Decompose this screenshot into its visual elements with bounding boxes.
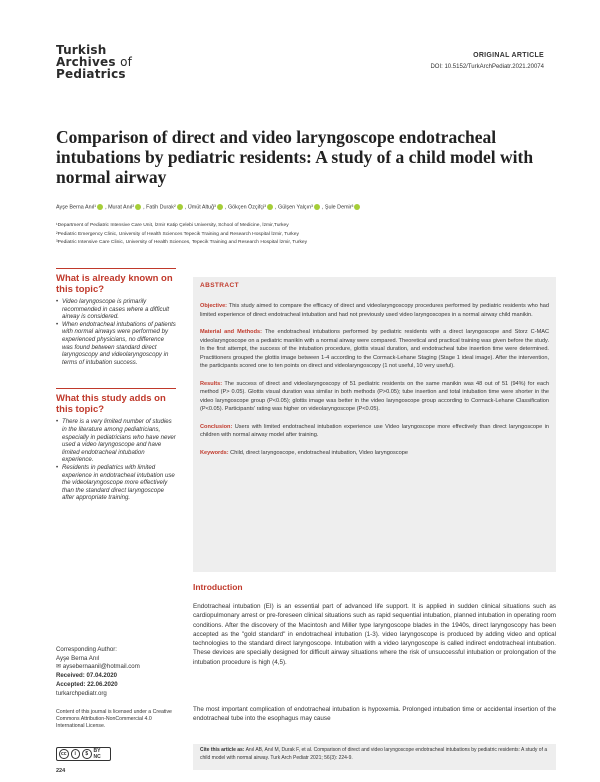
journal-logo-line3: Pediatrics bbox=[56, 67, 126, 81]
orcid-icon[interactable] bbox=[177, 204, 183, 210]
affiliation: ³Pediatric Intensive Care Clinic, University of Health Sciences, Tepecik Training and Research Hospital İzmir, Turkey bbox=[56, 240, 308, 246]
affiliations bbox=[56, 222, 556, 248]
author-name[interactable]: Gökçen Özçifçi³ bbox=[227, 204, 267, 211]
orcid-icon[interactable] bbox=[135, 204, 141, 210]
corresponding-name: Ayşe Berna Anıl bbox=[56, 654, 100, 662]
corresponding-email[interactable]: ✉ aysebernaanil@hotmail.com bbox=[56, 663, 140, 671]
affiliation: ¹Department of Pediatric Intensive Care Unit, İzmir Katip Çelebi University, School of Medicine, İzmir,Turkey bbox=[56, 223, 289, 228]
introduction-heading: Introduction bbox=[193, 582, 243, 592]
abstract-box bbox=[193, 277, 556, 572]
journal-site-link[interactable]: turkarchpediatr.org bbox=[56, 689, 107, 697]
author-name[interactable]: Fatih Durak² bbox=[146, 204, 176, 211]
intro-paragraph: Endotracheal intubation (EI) is an essential part of advanced life support. It is applied in sudden clinical situations such as cardiopulmonary arrest or pre-foreseen clinical situations such as rapid sequential intubation, planned intubation in operating room conditions. After the discovery of the Macintosh and Miller type laryngoscope blades in the 1940s, direct laryngoscopy has been accepted as the "gold standard" in endotracheal intubation (1-3). video laryngoscope is produced by adding video and optical technologies to the standard direct laryngoscope. Intubation with a video laryngoscope is called indirect endotracheal intubation. These devices are specially designed for difficult airway situations where the risk of unsuccessful intubation or prolongation of the intubation procedure is high (4,5). bbox=[193, 603, 556, 666]
methods-text: The endotracheal intubations performed by pediatric residents with a direct laryngoscope and Storz C-MAC videolaryngoscope on a pediatric manikin with a normal airway were compared. Theoretical and practical training was given before the study. In the first attempt, the success of the intubation procedure, glottis visual duration, and endotracheal tube insertion time were determined. Practitioners grouped the glottis image between 1-4 according to the Cormack-Lehane Staging (Stage 1 ideal image). After the intervention, the participants scored one to ten points on direct and videolaryngoscopy (1 not useful, 10 very useful). bbox=[200, 329, 550, 369]
article-type: ORIGINAL ARTICLE bbox=[473, 52, 544, 59]
journal-logo bbox=[56, 44, 132, 80]
abstract-conclusion bbox=[200, 423, 549, 440]
cc-license-badge[interactable] bbox=[56, 747, 111, 761]
abstract-objective bbox=[200, 302, 549, 319]
objective-label: Objective: bbox=[200, 303, 228, 309]
results-text: The success of direct and videolaryngoscopy of 51 pediatric residents on the same manikin was 48 out of 51 (94%) for each method (P> 0.05). Glottis visual duration was similar in both methods (P>0.05); tube insertion and total intubation time were shorter in the video laryngoscope group (P<0.05); glottis image was better in the video laryngoscope group according to Cormack-Lehane Classification (P<0.05). Participants' rating was higher on videolaryngoscope (P<0.05). bbox=[200, 380, 549, 412]
known-list bbox=[56, 298, 176, 366]
license-text: Content of this journal is licensed under a Creative Commons Attribution-NonCommercial 4.0 International License. bbox=[56, 709, 172, 729]
author-name[interactable]: Ayşe Berna Anıl¹ bbox=[56, 204, 97, 211]
journal-logo-of: of bbox=[120, 55, 133, 69]
intro-paragraph: The most important complication of endotracheal intubation is hypoxemia. Prolonged intubation time or accidental insertion of the endotracheal tube into the esophagus may cause bbox=[193, 706, 556, 723]
orcid-icon[interactable] bbox=[217, 204, 223, 210]
sidebar bbox=[56, 268, 176, 502]
adds-list bbox=[56, 418, 176, 502]
received-date: Received: 07.04.2020 bbox=[56, 672, 117, 680]
methods-label: Material and Methods: bbox=[200, 329, 262, 335]
journal-logo-line1: Turkish bbox=[56, 43, 107, 57]
known-box-title: What is already known on this topic? bbox=[56, 268, 176, 295]
author-list: Ayşe Berna Anıl¹ , Murat Anıl² , Fatih Durak² , Ümüt Altuğ³ , Gökçen Özçifçi³ , Gülşen Yalçın³ , Şule Demir³ bbox=[56, 204, 556, 210]
orcid-icon[interactable] bbox=[97, 204, 103, 210]
accepted-date: Accepted: 22.06.2020 bbox=[56, 680, 118, 688]
affiliation: ²Pediatric Emergency Clinic, University of Health Sciences Tepecik Training and Research Hospital İzmir, Turkey bbox=[56, 231, 299, 237]
author-name[interactable]: Murat Anıl² bbox=[108, 204, 135, 211]
conclusion-label: Conclusion: bbox=[200, 423, 233, 430]
cc-icon: cc bbox=[60, 751, 67, 757]
citation-box bbox=[193, 744, 556, 770]
author-name[interactable]: Şule Demir³ bbox=[324, 204, 354, 211]
keywords-label: Keywords: bbox=[200, 449, 229, 456]
abstract-keywords bbox=[200, 449, 549, 458]
corresponding-author bbox=[56, 646, 176, 698]
citation-text: Anıl AB, Anıl M, Durak F, et al. Comparison of direct and video laryngoscope endotracheal intubations by pediatric residents: A study of a child model with normal airway. Turk Arch Pediatr 2021; 56(3): 224-9. bbox=[200, 747, 548, 761]
author-name[interactable]: Gülşen Yalçın³ bbox=[278, 204, 313, 211]
results-label: Results: bbox=[200, 380, 223, 387]
orcid-icon[interactable] bbox=[354, 204, 360, 210]
list-item: • When endotracheal intubations of patients with normal airways were performed by experienced physicians, no difference was found between standard direct laryngoscopy and videolaryngoscopy in terms of intubation success. bbox=[56, 321, 176, 367]
corresponding-label: Corresponding Author: bbox=[56, 646, 117, 653]
author-name[interactable]: Ümüt Altuğ³ bbox=[187, 204, 216, 211]
abstract-heading: ABSTRACT bbox=[200, 282, 239, 289]
abstract-results bbox=[200, 380, 549, 414]
cc-badge-label: BY NC bbox=[93, 748, 101, 760]
citation-label: Cite this article as: bbox=[200, 747, 245, 753]
abstract-methods bbox=[200, 328, 549, 371]
orcid-icon[interactable] bbox=[314, 204, 320, 210]
by-icon: i bbox=[71, 749, 81, 759]
page-number: 224 bbox=[56, 768, 66, 774]
keywords-text: Child, direct laryngoscope, endotracheal intubation, Video laryngoscope bbox=[230, 449, 408, 456]
conclusion-text: Users with limited endotracheal intubation experience use Video laryngoscope more effectively than direct laryngoscope in children with normal airway model after training. bbox=[200, 423, 549, 438]
doi-link[interactable]: DOI: 10.5152/TurkArchPediatr.2021.20074 bbox=[430, 64, 544, 70]
list-item: • Residents in pediatrics with limited experience in endotracheal intubation use the videolaryngoscope more effectively than the standard direct laryngoscope after appropriate training. bbox=[56, 464, 176, 502]
list-item: • There is a very limited number of studies in the literature among pediatricians, especially in pediatricians who have never used a video laryngoscope and have limited endotracheal intubation experience. bbox=[56, 418, 176, 464]
adds-box-title: What this study adds on this topic? bbox=[56, 388, 176, 415]
nc-icon: $ bbox=[82, 749, 92, 759]
journal-logo-line2: Archives bbox=[56, 55, 116, 69]
article-title: Comparison of direct and video laryngoscope endotracheal intubations by pediatric residents: A study of a child model with normal airway bbox=[56, 127, 534, 187]
orcid-icon[interactable] bbox=[267, 204, 273, 210]
list-item: • Video laryngoscope is primarily recommended in cases where a difficult airway is considered. bbox=[56, 298, 176, 321]
objective-text: This study aimed to compare the efficacy of direct and videolaryngoscopy procedures performed by pediatric residents who had limited experience of direct endotracheal intubation and had not previously used video laryngoscopes in a normal airway child manikin. bbox=[200, 303, 549, 318]
